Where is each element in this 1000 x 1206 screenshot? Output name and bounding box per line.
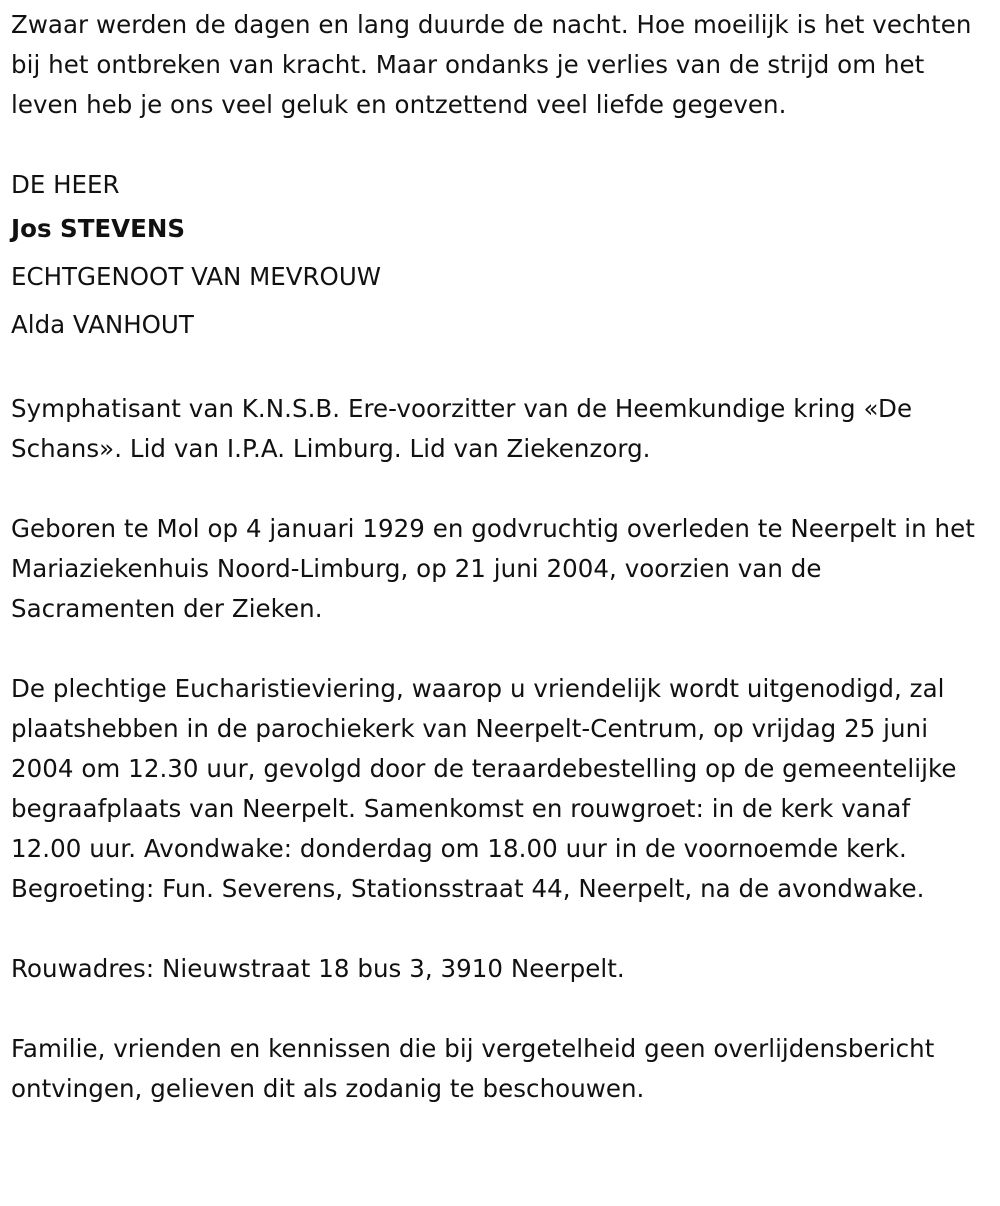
spacer [11, 469, 988, 509]
spouse-title: ECHTGENOOT VAN MEVROUW [11, 262, 382, 291]
intro-paragraph: Zwaar werden de dagen en lang duurde de nacht. Hoe moeilijk is het vechten bij het ontbreken van kracht. Maar ondanks je verlies van de strijd om het leven heb je ons veel geluk en ontzettend veel liefde gegeven. [11, 10, 972, 119]
spacer [11, 909, 988, 949]
name-block [11, 165, 988, 349]
honorific: DE HEER [11, 170, 120, 199]
affiliations-paragraph: Symphatisant van K.N.S.B. Ere-voorzitter van de Heemkundige kring «De Schans». Lid van I.P.A. Limburg. Lid van Ziekenzorg. [11, 394, 913, 463]
spacer [11, 989, 988, 1029]
deceased-name: Jos STEVENS [11, 214, 186, 243]
closing-paragraph: Familie, vrienden en kennissen die bij vergetelheid geen overlijdensbericht ontvingen, gelieven dit als zodanig te beschouwen. [11, 1034, 935, 1103]
spacer [11, 349, 988, 389]
ceremony-paragraph: De plechtige Eucharistieviering, waarop u vriendelijk wordt uitgenodigd, zal plaatshebben in de parochiekerk van Neerpelt-Centrum, op vrijdag 25 juni 2004 om 12.30 uur, gevolgd door de teraardebestelling op de gemeentelijke begraafplaats van Neerpelt. Samenkomst en rouwgroet: in de kerk vanaf 12.00 uur. Avondwake: donderdag om 18.00 uur in de voornoemde kerk. Begroeting: Fun. Severens, Stationsstraat 44, Neerpelt, na de avondwake. [11, 674, 957, 903]
birth-death-paragraph: Geboren te Mol op 4 januari 1929 en godvruchtig overleden te Neerpelt in het Mariaziekenhuis Noord-Limburg, op 21 juni 2004, voorzien van de Sacramenten der Zieken. [11, 514, 975, 623]
mourning-address: Rouwadres: Nieuwstraat 18 bus 3, 3910 Neerpelt. [11, 954, 625, 983]
spacer [11, 125, 988, 165]
spacer [11, 629, 988, 669]
spouse-name: Alda VANHOUT [11, 310, 194, 339]
